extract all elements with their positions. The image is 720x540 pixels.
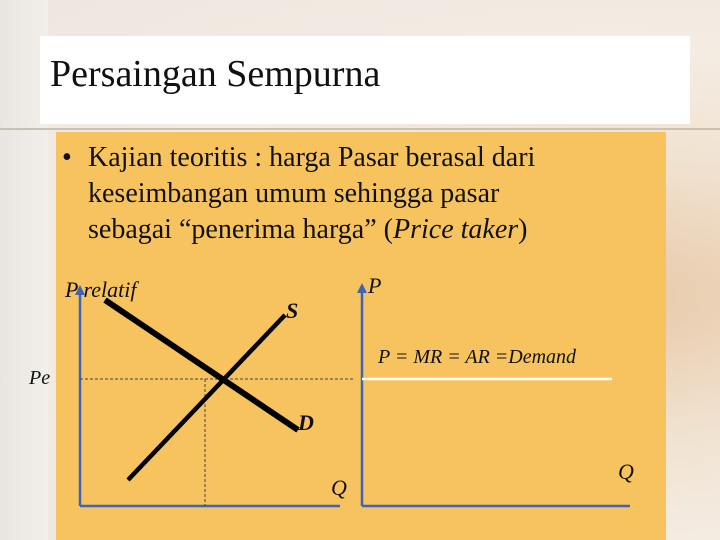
- demand-curve: [105, 300, 298, 430]
- price-level-label: Pe: [29, 367, 51, 389]
- left-y-axis-label: P relatif: [65, 277, 137, 302]
- right-x-axis-label: Q: [618, 459, 634, 484]
- bullet-line-1: Kajian teoritis : harga Pasar berasal dari: [88, 142, 536, 173]
- supply-label: S: [286, 298, 299, 323]
- demand-label: D: [298, 410, 314, 435]
- bullet-line-3-suffix: ): [518, 214, 528, 245]
- firm-demand-line-label: P = MR = AR =Demand: [378, 346, 577, 368]
- right-y-axis-label: P: [368, 273, 382, 298]
- bullet-line-3-italic: Price taker: [392, 214, 519, 245]
- left-x-axis-label: Q: [331, 475, 347, 500]
- bullet-line-2: keseimbangan umum sehingga pasar: [88, 178, 500, 209]
- bullet-line-3-prefix: sebagai “penerima harga” (: [88, 214, 393, 245]
- bullet-marker: •: [62, 142, 72, 173]
- slide-title: Persaingan Sempurna: [50, 53, 381, 95]
- supply-curve: [128, 315, 285, 480]
